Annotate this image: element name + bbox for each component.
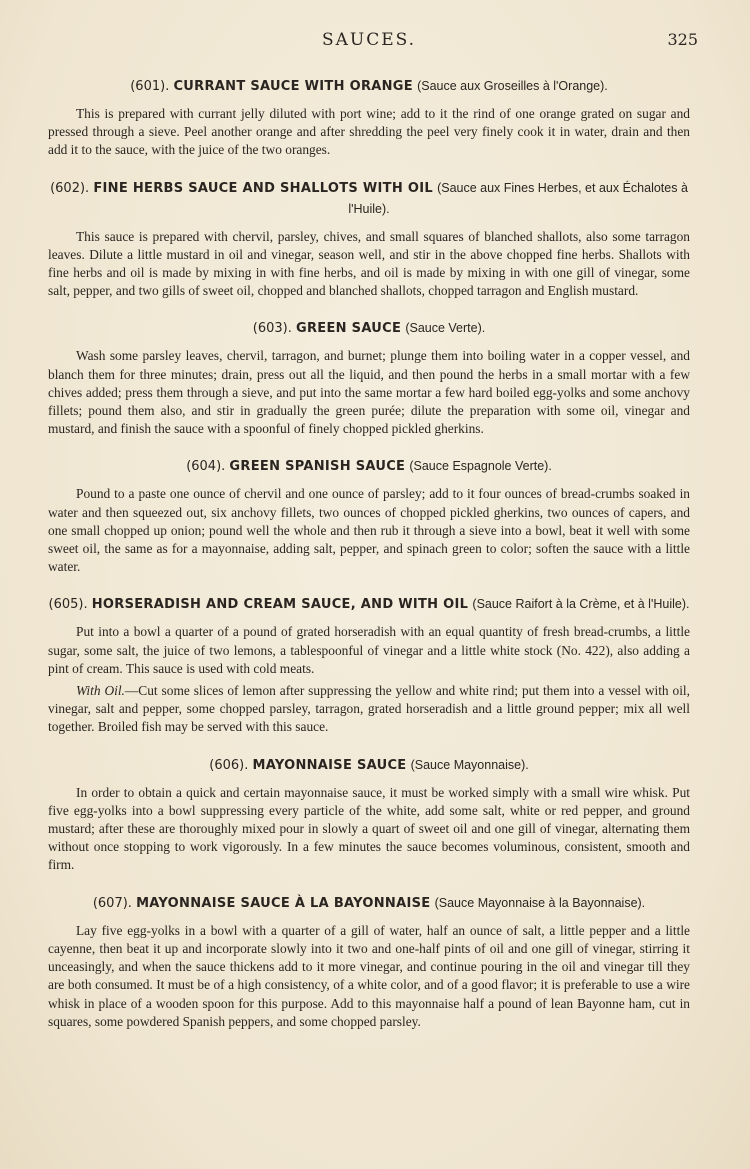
- recipe-paragraph: Put into a bowl a quarter of a pound of grated horseradish with an equal quantity of fresh bread-crumbs, a little sugar, some salt, the juice of two lemons, a tablespoonful of vinegar and a little white stock (No. 422), also adding a pint of cream. This sauce is used with cold meats.: [48, 624, 690, 676]
- recipe-french-title: (Sauce Raifort à la Crème, et à l'Huile).: [472, 597, 690, 612]
- recipe-french-title: (Sauce aux Fines Herbes, et aux Échalotes à l'Huile).: [348, 180, 688, 216]
- running-header: [48, 30, 698, 54]
- variation-label: With Oil.: [76, 683, 125, 699]
- recipe-french-title: (Sauce Verte).: [405, 321, 486, 336]
- recipe-french-title: (Sauce Espagnole Verte).: [409, 459, 552, 474]
- recipe-606: [48, 755, 690, 875]
- recipe-601: [48, 76, 690, 160]
- recipe-title: HORSERADISH AND CREAM SAUCE, AND WITH OIL: [91, 597, 469, 613]
- recipe-heading: [48, 178, 690, 220]
- recipe-heading: [48, 755, 690, 776]
- running-title: SAUCES.: [321, 30, 417, 50]
- recipe-title: MAYONNAISE SAUCE À LA BAYONNAISE: [136, 895, 431, 911]
- recipe-heading: [48, 318, 690, 339]
- recipe-heading: [48, 594, 690, 615]
- recipe-paragraph: In order to obtain a quick and certain mayonnaise sauce, it must be worked simply with a small wire whisk. Put five egg-yolks into a bowl suppressing every particle of the white, add some salt, white or red pepper, and ground mustard; after these are thoroughly mixed pour in slowly a quart of sweet oil and one gill of vinegar, alternating them without once stopping to work vigorously. In a few minutes the sauce becomes voluminous, consistent, smooth and firm.: [48, 784, 690, 873]
- recipe-variation-paragraph: [48, 682, 690, 737]
- recipe-heading: [48, 456, 690, 477]
- recipe-title: MAYONNAISE SAUCE: [252, 757, 407, 773]
- recipe-607: [48, 893, 690, 1031]
- recipe-605: [48, 594, 690, 736]
- recipe-title: GREEN SPANISH SAUCE: [229, 459, 406, 475]
- recipe-paragraph: Wash some parsley leaves, chervil, tarragon, and burnet; plunge them into boiling water in a copper vessel, and blanch them for three minutes; drain, press out all the liquid, and then pound the herbs in a small mortar with a few chives added; press them through a sieve, and put into the same mortar a few hard boiled egg-yolks and some anchovy fillets; pound them also, and stir in gradually the green purée; dilute the preparation with some oil, vinegar and mustard, and finish the sauce with a spoonful of finely chopped pickled gherkins.: [48, 348, 690, 437]
- page-number: 325: [667, 30, 698, 49]
- recipe-paragraph: Pound to a paste one ounce of chervil and one ounce of parsley; add to it four ounces of bread-crumbs soaked in water and then squeezed out, six anchovy fillets, two ounces of chopped pickled gherkins, two ounces of capers, and one small chopped up onion; pound well the whole and then rub it through a sieve into a bowl, beat it well with some sweet oil, the same as for a mayonnaise, adding salt, pepper, and spinach green to color; soften the sauce with a little water.: [48, 486, 690, 575]
- recipe-number: (602).: [50, 180, 90, 196]
- recipe-604: [48, 456, 690, 576]
- recipe-number: (601).: [130, 79, 170, 94]
- recipe-paragraph: Lay five egg-yolks in a bowl with a quarter of a gill of water, half an ounce of salt, a little pepper and a little cayenne, then beat it up and incorporate slowly into it two and one-half pints of oil and one gill of vinegar, stirring it unceasingly, and when the sauce thickens add to it more vinegar, and continue pouring in the oil and vinegar till they are both consumed. It must be of a high consistency, of a white color, and of a good flavor; it is preferable to use a wire whisk in place of a wooden spoon for this purpose. Add to this mayonnaise half a pound of lean Bayonne ham, cut in squares, some powdered Spanish peppers, and some chopped parsley.: [48, 922, 690, 1029]
- recipe-title: FINE HERBS SAUCE AND SHALLOTS WITH OIL: [93, 180, 433, 196]
- recipe-number: (603).: [252, 321, 292, 337]
- recipe-french-title: (Sauce Mayonnaise à la Bayonnaise).: [434, 895, 646, 910]
- recipe-paragraph: This is prepared with currant jelly diluted with port wine; add to it the rind of one orange grated on sugar and pressed through a sieve. Peel another orange and after shredding the peel very finely cook it in water, drain and then add it to the sauce, with the juice of the two oranges.: [48, 106, 690, 158]
- recipe-number: (607).: [92, 895, 132, 911]
- recipe-number: (605).: [48, 597, 88, 613]
- variation-text: —Cut some slices of lemon after suppressing the yellow and white rind; put them into a vessel with oil, vinegar, salt and pepper, some chopped parsley, tarragon, grated horseradish and a little ground pepper; mix all well together. Broiled fish may be served with this sauce.: [48, 683, 690, 735]
- recipe-french-title: (Sauce aux Groseilles à l'Orange).: [417, 79, 608, 93]
- recipe-number: (604).: [186, 459, 226, 475]
- recipe-heading: [48, 893, 690, 914]
- recipe-heading: [48, 76, 690, 97]
- recipe-title: GREEN SAUCE: [296, 321, 402, 337]
- recipe-french-title: (Sauce Mayonnaise).: [410, 757, 529, 772]
- recipe-paragraph: This sauce is prepared with chervil, parsley, chives, and small squares of blanched shallots, also some tarragon leaves. Dilute a little mustard in oil and vinegar, season well, and stir in the above chopped fine herbs. Shallots with fine herbs and oil is made by mixing in with fine herbs, and oil is made by mixing in with one gill of vinegar, some salt, pepper, and two gills of sweet oil, chopped and blanched shallots, chopped tarragon and English mustard.: [48, 228, 690, 299]
- recipe-number: (606).: [209, 757, 249, 773]
- recipe-603: [48, 318, 690, 438]
- recipe-title: CURRANT SAUCE WITH ORANGE: [173, 79, 413, 94]
- recipe-602: [48, 178, 690, 301]
